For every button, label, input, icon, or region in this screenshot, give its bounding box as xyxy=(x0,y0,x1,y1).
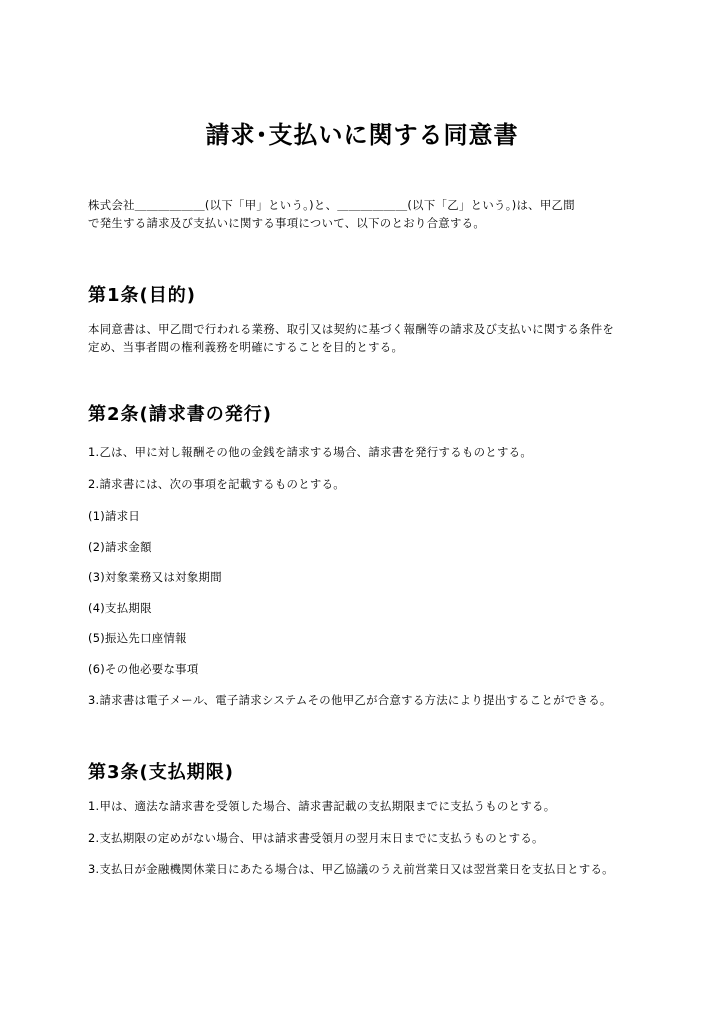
article-2-item-6: (6)その他必要な事項 xyxy=(88,662,199,676)
article-2-item-2: (2)請求金額 xyxy=(88,540,152,554)
article-3-clause-2: 2.支払期限の定めがない場合、甲は請求書受領月の翌月末日までに支払うものとする。 xyxy=(88,831,544,845)
article-3-heading: 第3条(支払期限) xyxy=(88,762,234,783)
article-1-line-2: 定め、当事者間の権利義務を明確にすることを目的とする。 xyxy=(88,340,404,354)
article-2-clause-3: 3.請求書は電子メール、電子請求システムその他甲乙が合意する方法により提出することができる。 xyxy=(88,693,612,707)
article-2-clause-1: 1.乙は、甲に対し報酬その他の金銭を請求する場合、請求書を発行するものとする。 xyxy=(88,445,533,459)
article-1-heading: 第1条(目的) xyxy=(88,285,196,306)
article-3-clause-1: 1.甲は、適法な請求書を受領した場合、請求書記載の支払期限までに支払うものとする。 xyxy=(88,799,556,813)
intro-line-1: 株式会社＿＿＿＿＿＿(以下「甲」という。)と、＿＿＿＿＿＿(以下「乙」という。)は、甲乙間 xyxy=(88,198,575,212)
document-title: 請求･支払いに関する同意書 xyxy=(205,121,519,149)
article-1-line-1: 本同意書は、甲乙間で行われる業務、取引又は契約に基づく報酬等の請求及び支払いに関する条件を xyxy=(88,322,615,336)
article-2-item-4: (4)支払期限 xyxy=(88,601,152,615)
article-2-item-3: (3)対象業務又は対象期間 xyxy=(88,570,222,584)
article-1-body xyxy=(88,320,643,356)
article-2-item-5: (5)振込先口座情報 xyxy=(88,631,187,645)
article-3-clause-3: 3.支払日が金融機関休業日にあたる場合は、甲乙協議のうえ前営業日又は翌営業日を支払日とする。 xyxy=(88,862,614,876)
intro-line-2: で発生する請求及び支払いに関する事項について、以下のとおり合意する。 xyxy=(88,216,486,230)
article-2-heading: 第2条(請求書の発行) xyxy=(88,404,272,425)
article-2-item-1: (1)請求日 xyxy=(88,509,141,523)
intro-paragraph xyxy=(88,196,638,232)
article-2-clause-2: 2.請求書には、次の事項を記載するものとする。 xyxy=(88,477,345,491)
